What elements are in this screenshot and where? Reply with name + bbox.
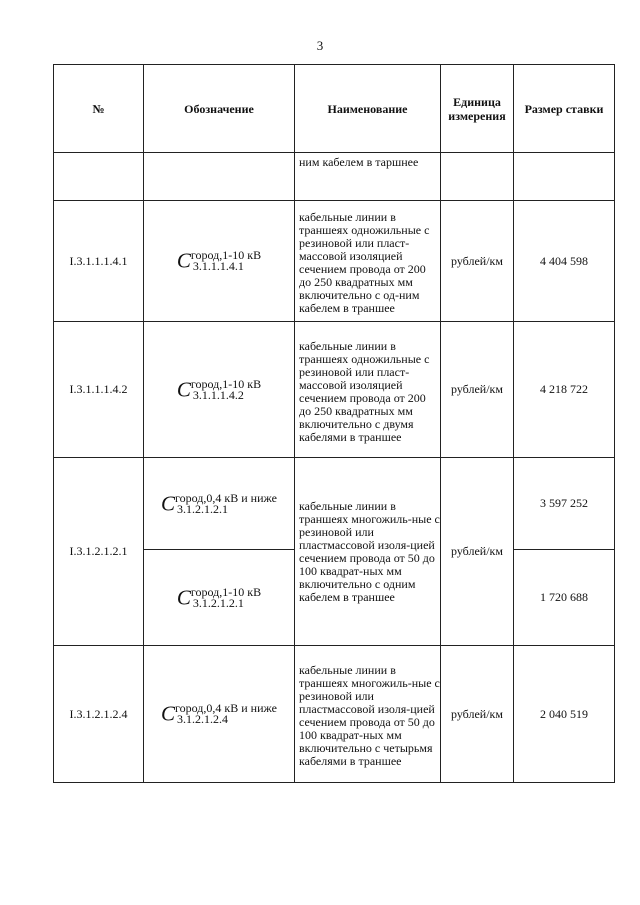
designation-symbol [161, 703, 277, 725]
cell-empty [54, 153, 144, 201]
continuation-name: ним кабелем в таршнее [295, 153, 441, 201]
designation-superscript: город,1-10 кВ [190, 584, 262, 599]
row-number: I.3.1.2.1.2.4 [54, 646, 144, 783]
row-rate: 3 597 252 [514, 458, 615, 550]
row-number: I.3.1.2.1.2.1 [54, 458, 144, 646]
header-row [54, 65, 615, 153]
row-unit: рублей/км [441, 201, 514, 322]
header-unit-label: Единица измерения [448, 94, 506, 123]
row-number: I.3.1.1.1.4.2 [54, 322, 144, 458]
rates-table [53, 64, 615, 783]
header-unit [441, 65, 514, 153]
row-rate: 1 720 688 [514, 550, 615, 646]
row-rate: 4 404 598 [514, 201, 615, 322]
designation-symbol [176, 584, 262, 610]
designation-cell [144, 458, 295, 550]
header-designation: Обозначение [144, 65, 295, 153]
designation-symbol [177, 250, 261, 272]
designation-superscript: город,1-10 кВ [190, 376, 262, 391]
designation-superscript: город,1-10 кВ [190, 248, 262, 262]
designation-subscript: 3.1.2.1.2.4 [177, 712, 229, 726]
designation-cell [144, 550, 295, 646]
designation-cell [144, 322, 295, 458]
designation-letter: C [176, 248, 191, 273]
designation-cell [144, 201, 295, 322]
cell-empty [441, 153, 514, 201]
designation-letter: C [176, 585, 191, 609]
designation-superscript: город,0,4 кВ и ниже [175, 490, 277, 505]
row-name: кабельные линии в траншеях одножильные с резиновой или пласт-массовой изоляцией сечением провода от 200 до 250 квадратных мм включительно с од-ним кабелем в траншее [295, 201, 441, 322]
designation-symbol [161, 490, 277, 516]
header-num: № [54, 65, 144, 153]
header-rate: Размер ставки [514, 65, 615, 153]
continuation-row [54, 153, 615, 201]
designation-letter: C [161, 491, 176, 515]
row-name: кабельные линии в траншеях одножильные с резиновой или пласт-массовой изоляцией сечением провода от 200 до 250 квадратных мм включительно с двумя кабелями в траншее [295, 322, 441, 458]
row-rate: 2 040 519 [514, 646, 615, 783]
designation-letter: C [161, 701, 176, 726]
designation-cell [144, 646, 295, 783]
table-row [54, 646, 615, 783]
row-unit: рублей/км [441, 458, 514, 646]
table-row [54, 201, 615, 322]
cell-empty [514, 153, 615, 201]
designation-subscript: 3.1.2.1.2.1 [177, 501, 229, 516]
table-row [54, 322, 615, 458]
designation-symbol [176, 376, 262, 402]
designation-subscript: 3.1.2.1.2.1 [192, 595, 244, 610]
table-row [54, 458, 615, 550]
page-number: 3 [316, 38, 324, 53]
row-name: кабельные линии в траншеях многожиль-ные с резиновой или пластмассовой изоля-цией сечением провода от 50 до 100 квадрат-ных мм включительно с четырьмя кабелями в траншее [295, 646, 441, 783]
row-unit: рублей/км [441, 646, 514, 783]
designation-subscript: 3.1.1.1.4.2 [192, 387, 244, 402]
cell-empty [144, 153, 295, 201]
designation-subscript: 3.1.1.1.4.1 [192, 259, 244, 273]
row-unit: рублей/км [441, 322, 514, 458]
row-rate: 4 218 722 [514, 322, 615, 458]
row-name: кабельные линии в траншеях многожиль-ные с резиновой или пластмассовой изоля-цией сечением провода от 50 до 100 квадрат-ных мм включительно с одним кабелем в траншее [295, 458, 441, 646]
designation-letter: C [176, 377, 191, 401]
row-number: I.3.1.1.1.4.1 [54, 201, 144, 322]
header-name: Наименование [295, 65, 441, 153]
designation-superscript: город,0,4 кВ и ниже [175, 701, 277, 715]
